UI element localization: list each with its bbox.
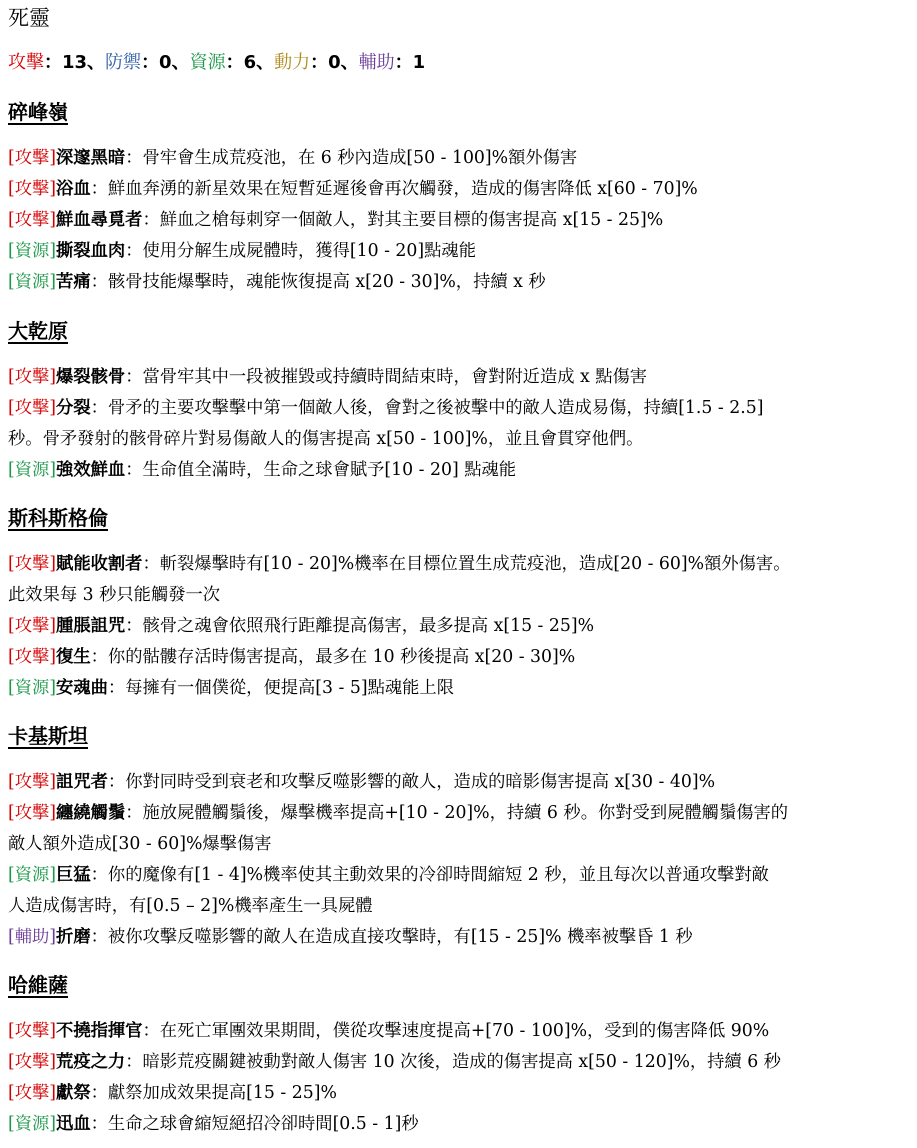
affix-description: ：骨矛的主要攻擊擊中第一個敵人後，會對之後被擊中的敵人造成易傷，持續[1.5 - 2.5] — [90, 398, 764, 418]
affix-line — [8, 1080, 913, 1106]
affix-name: 腫脹詛咒 — [56, 616, 126, 636]
affix-line — [8, 831, 913, 857]
affix-name: 折磨 — [56, 927, 91, 947]
affix-name: 爆裂骸骨 — [56, 367, 126, 387]
affix-name: 不撓指揮官 — [56, 1021, 143, 1041]
affix-description: 此效果每 3 秒只能觸發一次 — [8, 585, 221, 605]
affix-line — [8, 551, 913, 577]
stat-utility-value: ：0、 — [310, 52, 359, 73]
affix-category-tag: [攻擊] — [8, 1083, 57, 1103]
affix-description: ：被你攻擊反噬影響的敵人在造成直接攻擊時，有[15 - 25]% 機率被擊昏 1 秒 — [90, 927, 693, 947]
affix-description: 敵人額外造成[30 - 60]%爆擊傷害 — [8, 834, 272, 854]
affix-description: ：骨牢會生成荒疫池，在 6 秒內造成[50 - 100]%額外傷害 — [125, 148, 578, 168]
affix-description: ：鮮血之槍每刺穿一個敵人，對其主要目標的傷害提高 x[15 - 25]% — [142, 210, 664, 230]
affix-line — [8, 269, 913, 295]
affix-description: 秒。骨矛發射的骸骨碎片對易傷敵人的傷害提高 x[50 - 100]%，並且會貫穿他們。 — [8, 429, 644, 449]
affix-description: ：鮮血奔湧的新星效果在短暫延遲後會再次觸發，造成的傷害降低 x[60 - 70]% — [90, 179, 698, 199]
affix-name: 賦能收割者 — [56, 554, 143, 574]
stat-support-value: ：1 — [394, 52, 426, 73]
affix-category-tag: [資源] — [8, 678, 57, 698]
affix-name: 撕裂血肉 — [56, 241, 126, 261]
affix-category-tag: [攻擊] — [8, 398, 57, 418]
affix-description: ：當骨牢其中一段被摧毀或持續時間結束時，會對附近造成 x 點傷害 — [125, 367, 648, 387]
stat-defense-value: ：0、 — [141, 52, 190, 73]
affix-line — [8, 582, 913, 608]
affix-line — [8, 426, 913, 452]
affix-category-tag: [資源] — [8, 241, 57, 261]
affix-name: 纏繞觸鬚 — [56, 803, 126, 823]
affix-category-tag: [攻擊] — [8, 554, 57, 574]
affix-line — [8, 613, 913, 639]
affix-category-tag: [攻擊] — [8, 803, 57, 823]
affix-category-tag: [攻擊] — [8, 1021, 57, 1041]
affix-category-tag: [攻擊] — [8, 772, 57, 792]
affix-category-tag: [資源] — [8, 272, 57, 292]
affix-category-tag: [攻擊] — [8, 1052, 57, 1072]
affix-category-tag: [資源] — [8, 1114, 57, 1134]
section-title: 卡基斯坦 — [8, 724, 88, 748]
affix-name: 浴血 — [56, 179, 91, 199]
affix-line — [8, 924, 913, 950]
affix-category-tag: [資源] — [8, 460, 57, 480]
stat-attack-value: ：13、 — [44, 52, 106, 73]
page-title: 死靈 — [8, 6, 50, 30]
affix-name: 安魂曲 — [56, 678, 108, 698]
affix-name: 獻祭 — [56, 1083, 91, 1103]
affix-line — [8, 644, 913, 670]
stat-attack-label: 攻擊 — [8, 52, 44, 73]
affix-line — [8, 893, 913, 919]
affix-description: ：獻祭加成效果提高[15 - 25]% — [90, 1083, 337, 1103]
affix-description: ：你的魔像有[1 - 4]%機率使其主動效果的冷卻時間縮短 2 秒，並且每次以普通攻擊對敵 — [90, 865, 769, 885]
affix-line — [8, 238, 913, 264]
affix-line — [8, 1111, 913, 1137]
affix-name: 深邃黑暗 — [56, 148, 126, 168]
affix-line — [8, 364, 913, 390]
affix-name: 巨猛 — [56, 865, 91, 885]
affix-category-tag: [攻擊] — [8, 210, 57, 230]
affix-description: ：暗影荒疫關鍵被動對敵人傷害 10 次後，造成的傷害提高 x[50 - 120]%，持續 6 秒 — [125, 1052, 781, 1072]
stat-resource-value: ：6、 — [225, 52, 275, 73]
affix-line — [8, 395, 913, 421]
affix-line — [8, 176, 913, 202]
affix-category-tag: [輔助] — [8, 927, 57, 947]
affix-description: ：使用分解生成屍體時，獲得[10 - 20]點魂能 — [125, 241, 476, 261]
stat-resource-label: 資源 — [189, 52, 226, 73]
affix-line — [8, 769, 913, 795]
affix-line — [8, 800, 913, 826]
affix-line — [8, 145, 913, 171]
affix-name: 迅血 — [56, 1114, 91, 1134]
affix-category-tag: [攻擊] — [8, 367, 57, 387]
affix-name: 苦痛 — [56, 272, 91, 292]
affix-name: 鮮血尋覓者 — [56, 210, 143, 230]
affix-name: 荒疫之力 — [56, 1052, 126, 1072]
section-title: 碎峰嶺 — [8, 100, 68, 124]
stat-defense-label: 防禦 — [105, 52, 142, 73]
affix-line — [8, 1018, 913, 1044]
stat-utility-label: 動力 — [274, 52, 311, 73]
affix-description: ：你的骷髏存活時傷害提高，最多在 10 秒後提高 x[20 - 30]% — [90, 647, 576, 667]
affix-description: ：生命值全滿時，生命之球會賦予[10 - 20] 點魂能 — [125, 460, 517, 480]
affix-name: 詛咒者 — [56, 772, 108, 792]
affix-description: ：生命之球會縮短絕招冷卻時間[0.5 - 1]秒 — [90, 1114, 419, 1134]
affix-category-tag: [攻擊] — [8, 616, 57, 636]
affix-description: ：在死亡軍團效果期間，僕從攻擊速度提高+[70 - 100]%，受到的傷害降低 90% — [142, 1021, 770, 1041]
section-title: 大乾原 — [8, 319, 68, 343]
affix-name: 強效鮮血 — [56, 460, 126, 480]
affix-category-tag: [攻擊] — [8, 179, 57, 199]
section-title: 斯科斯格倫 — [8, 506, 108, 530]
affix-description: ：你對同時受到衰老和攻擊反噬影響的敵人，造成的暗影傷害提高 x[30 - 40]% — [107, 772, 716, 792]
affix-description: ：斬裂爆擊時有[10 - 20]%機率在目標位置生成荒疫池，造成[20 - 60]%額外傷害。 — [142, 554, 791, 574]
affix-category-tag: [攻擊] — [8, 647, 57, 667]
affix-description: ：骸骨之魂會依照飛行距離提高傷害，最多提高 x[15 - 25]% — [125, 616, 595, 636]
affix-name: 分裂 — [56, 398, 91, 418]
affix-line — [8, 457, 913, 483]
affix-line — [8, 1049, 913, 1075]
affix-category-tag: [攻擊] — [8, 148, 57, 168]
stat-support-label: 輔助 — [358, 52, 395, 73]
affix-description: 人造成傷害時，有[0.5 – 2]%機率產生一具屍體 — [8, 896, 373, 916]
affix-category-tag: [資源] — [8, 865, 57, 885]
affix-line — [8, 675, 913, 701]
affix-line — [8, 862, 913, 888]
section-title: 哈維薩 — [8, 973, 68, 997]
affix-name: 復生 — [56, 647, 91, 667]
affix-description: ：每擁有一個僕從，便提高[3 - 5]點魂能上限 — [107, 678, 454, 698]
affix-description: ：施放屍體觸鬚後，爆擊機率提高+[10 - 20]%，持續 6 秒。你對受到屍體觸鬚傷害的 — [125, 803, 789, 823]
stat-summary — [8, 50, 425, 76]
affix-line — [8, 207, 913, 233]
affix-description: ：骸骨技能爆擊時，魂能恢復提高 x[20 - 30]%，持續 x 秒 — [90, 272, 546, 292]
